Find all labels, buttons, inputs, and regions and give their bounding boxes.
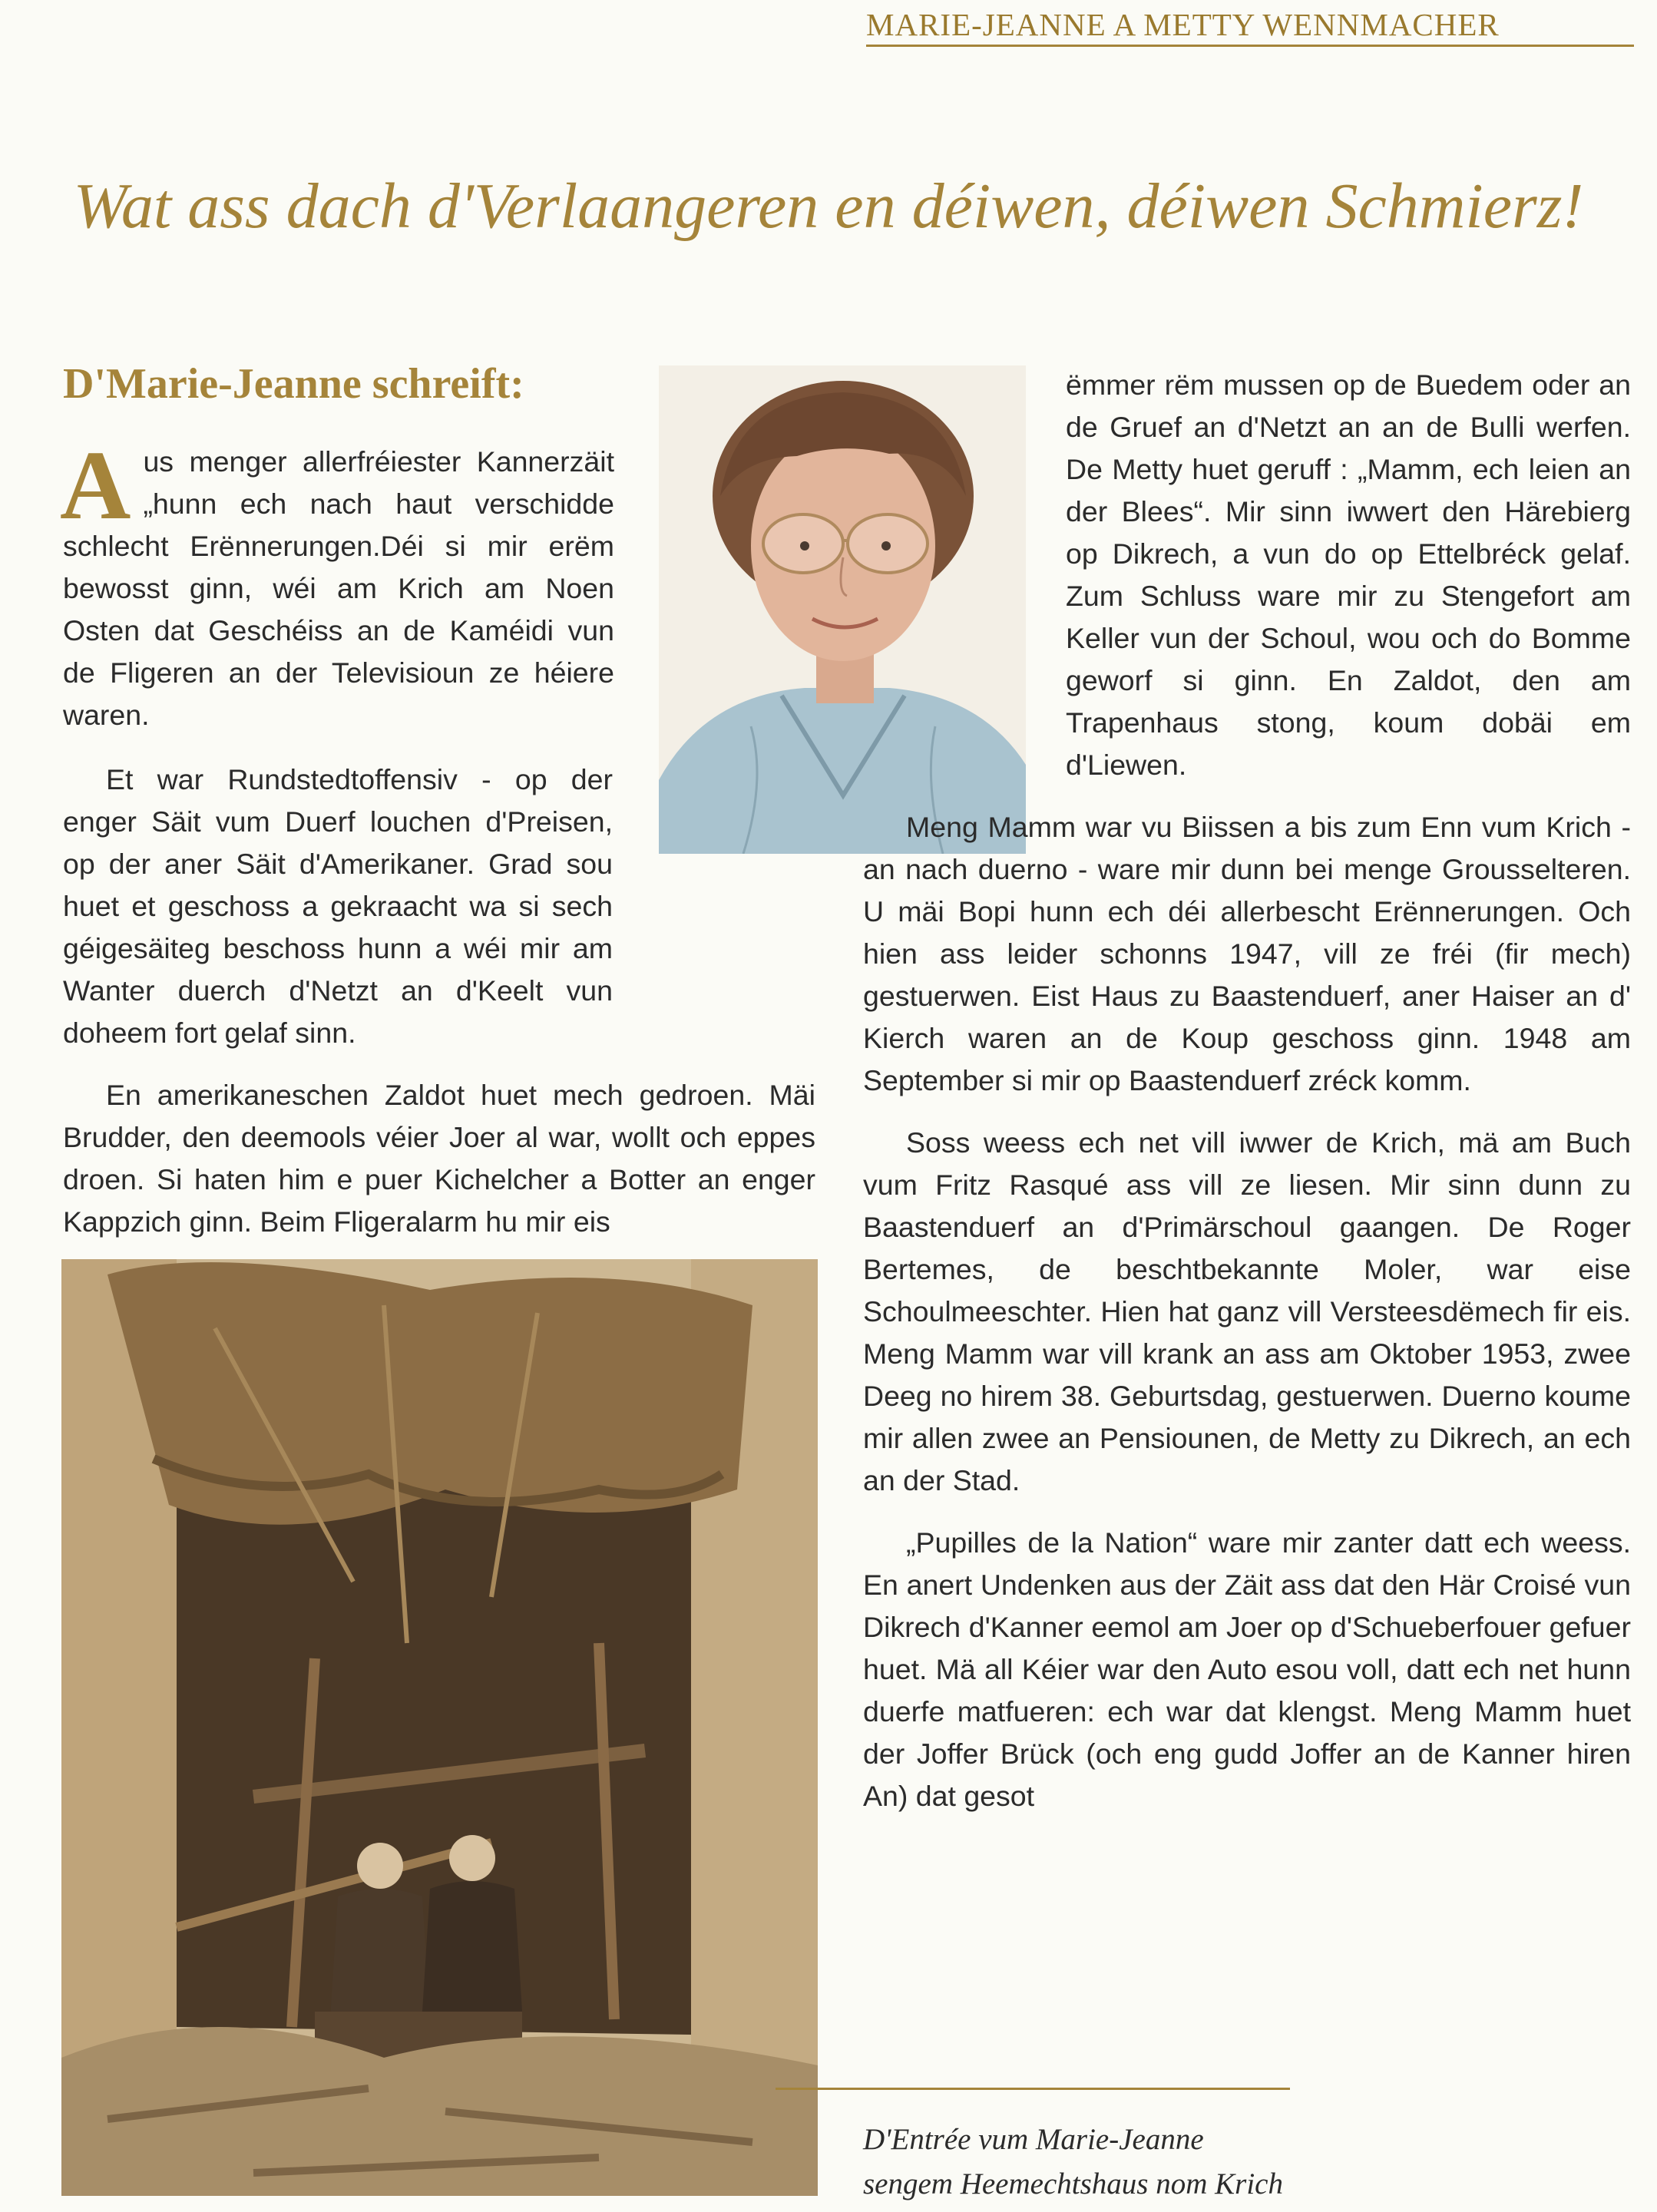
right-column [863, 364, 1631, 806]
caption-rule [776, 2088, 1290, 2090]
paragraph-right-3: Soss weess ech net vill iwwer de Krich, mä am Buch vum Fritz Rasqué ass vill ze liesen. Mir sinn dunn zu Baastenduerf an d'Primärschoul gaangen. De Roger Bertemes, de beschtbekannte Moler, war eise Schoulmeeschter. Hien hat ganz vill Versteesdëmech fir eis. Meng Mamm war vill krank an ass am Oktober 1953, zwee Deeg no hirem 38. Geburtsdag, gestuerwen. Duerno koume mir allen zwee an Pensiounen, de Metty zu Dikrech, an ech an der Stad. [863, 1126, 1631, 1496]
paragraph-2: Et war Rundstedtoffensiv - op der enger Säit vum Duerf louchen d'Preisen, op der aner Säit d'Amerikaner. Grad sou huet et geschoss a gekraacht wa si sech géigesäiteg beschoss hunn a wéi mir am Wanter duerch d'Netzt an d'Keelt vun doheem fort gelaf sinn. [63, 763, 613, 1049]
left-column [60, 431, 614, 756]
paragraph-1 [60, 431, 614, 736]
caption-line-1: D'Entrée vum Marie-Jeanne [863, 2123, 1204, 2156]
paragraph-3: En amerikaneschen Zaldot huet mech gedroen. Mäi Brudder, den deemools véier Joer al war, wollt och eppes droen. Si haten him e puer Kichelcher a Botter an enger Kappzich ginn. Beim Fligeralarm hu mir eis [63, 1079, 815, 1238]
drop-cap: A [60, 431, 131, 540]
paragraph-right-1: ëmmer rëm mussen op de Buedem oder an de Gruef an d'Netzt an an de Bulli werfen. De Metty huet geruff : „Mamm, ech leien an der Blees“. Mir sinn iwwert den Härebierg op Dikrech, a vun do op Ettelbréck gelaf. Zum Schluss ware mir zu Stengefort am Keller vun der Schoul, wou och do Bomme geworf si ginn. En Zaldot, den am Trapenhaus stong, koum dobäi em d'Liewen. [1066, 369, 1631, 781]
article-title: Wat ass dach d'Verlaangeren en déiwen, déiwen Schmierz! [73, 170, 1584, 242]
paragraph-right-4: „Pupilles de la Nation“ ware mir zanter datt ech weess. En anert Undenken aus der Zäit ass dat den Här Croisé vun Dikrech d'Kanner eemol am Joer op d'Schueberfouer gefuer huet. Mä all Kéier war den Auto esou voll, datt ech net hunn duerfe matfueren: ech war dat klengst. Meng Mamm huet der Joffer Brück (och eng gudd Joffer an de Kanner hiren An) dat gesot [863, 1526, 1631, 1812]
section-heading: D'Marie-Jeanne schreift: [63, 360, 524, 408]
photo-caption [863, 2118, 1283, 2207]
ruined-house-photo [61, 1259, 818, 2196]
paragraph-1-text: us menger allerfréiester Kannerzäit „hunn ech nach haut verschidde schlecht Erënnerungen.Déi si mir erëm bewosst ginn, wéi am Krich am Noen Osten dat Geschéiss an de Kaméidi vun de Fligeren an der Televisioun ze héiere waren. [63, 445, 614, 731]
right-column-lower [863, 806, 1631, 1837]
ruined-house-illustration [61, 1259, 818, 2196]
paragraph-right-2: Meng Mamm war vu Biissen a bis zum Enn vum Krich - an nach duerno - ware mir dunn bei menge Grousselteren. U mäi Bopi hunn ech déi allerbescht Erënnerungen. Och hien ass leider schonns 1947, vill ze fréi (fir mech) gestuerwen. Eist Haus zu Baastenduerf, aner Haiser an d' Kierch waren an de Koup geschoss ginn. 1948 am September si mir op Baastenduerf zréck komm. [863, 811, 1631, 1096]
caption-line-2: sengem Heemechtshaus nom Krich [863, 2167, 1283, 2200]
header-rule [866, 45, 1634, 47]
running-header: MARIE-JEANNE A METTY WENNMACHER [866, 7, 1500, 42]
